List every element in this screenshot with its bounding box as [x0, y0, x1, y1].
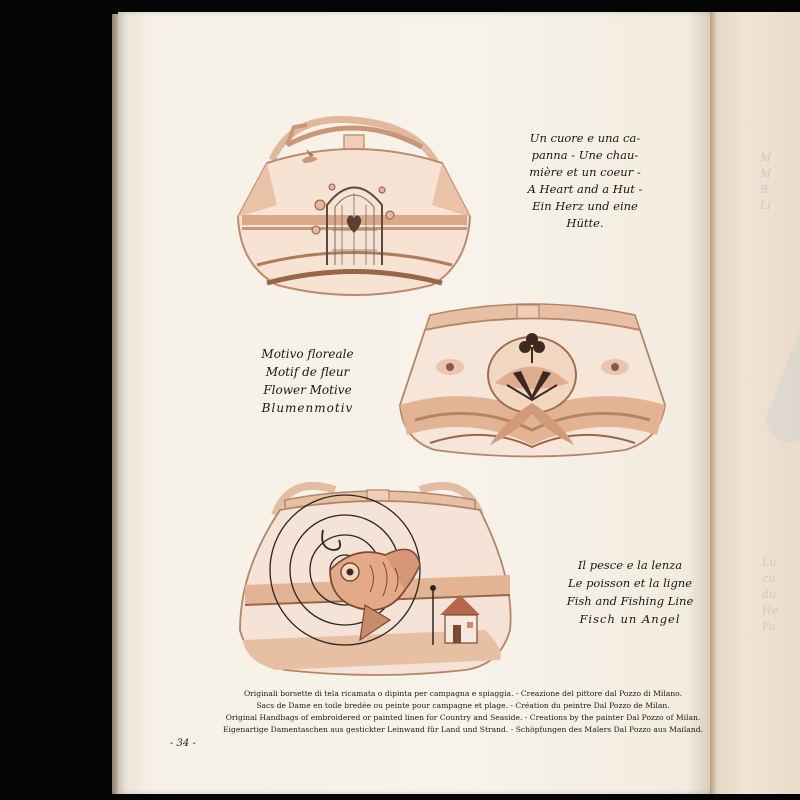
right-page-ghost-text-2: Lu cu du He Fa [762, 556, 779, 633]
footer-description [218, 688, 708, 736]
caption-line: Il pesce e la lenza [577, 558, 683, 572]
caption-flower [255, 345, 360, 417]
caption-line: Fish and Fishing Line [566, 594, 694, 608]
page-number: - 34 - [170, 738, 196, 749]
right-page-ghost-illustration [755, 330, 800, 460]
caption-line: Hütte. [566, 216, 604, 230]
caption-heart-hut [525, 130, 645, 232]
caption-line: mière et un coeur - [529, 165, 641, 179]
footer-line: Original Handbags of embroidered or painted linen for Country and Seaside. - Creations by the painter Dal Pozzo of Milan. [225, 713, 701, 722]
caption-fish [560, 556, 700, 628]
fish-bag-illustration [235, 470, 520, 680]
caption-line: A Heart and a Hut - [527, 182, 643, 196]
footer-line: Originali borsette di tela ricamata o dipinta per campagna e spiaggia. - Creazione del pittore dal Pozzo di Milano. [243, 689, 683, 698]
caption-line: Motivo floreale [261, 347, 354, 361]
caption-line: panna - Une chau- [531, 148, 639, 162]
caption-line: Fisch un Angel [579, 612, 681, 626]
caption-line: Ein Herz und eine [532, 199, 638, 213]
heart-hut-bag-illustration [232, 105, 477, 310]
caption-line: Motif de fleur [265, 365, 350, 379]
caption-line: Flower Motive [263, 383, 352, 397]
caption-line: Le poisson et la ligne [567, 576, 693, 590]
right-page-ghost-text: M M R Li [760, 151, 772, 212]
footer-line: Sacs de Dame en toile bredée ou peinte pour campagne et plage. - Création du peintre Dal Pozzo de Milan. [256, 701, 670, 710]
flower-motive-bag-illustration [395, 295, 670, 460]
footer-line: Eigenartige Damentaschen aus gestickter Leinwand für Land und Strand. - Schöpfungen des Malers Dal Pozzo aus Mailand. [223, 725, 703, 734]
caption-line: Blumenmotiv [261, 401, 354, 415]
caption-line: Un cuore e una ca- [529, 131, 641, 145]
